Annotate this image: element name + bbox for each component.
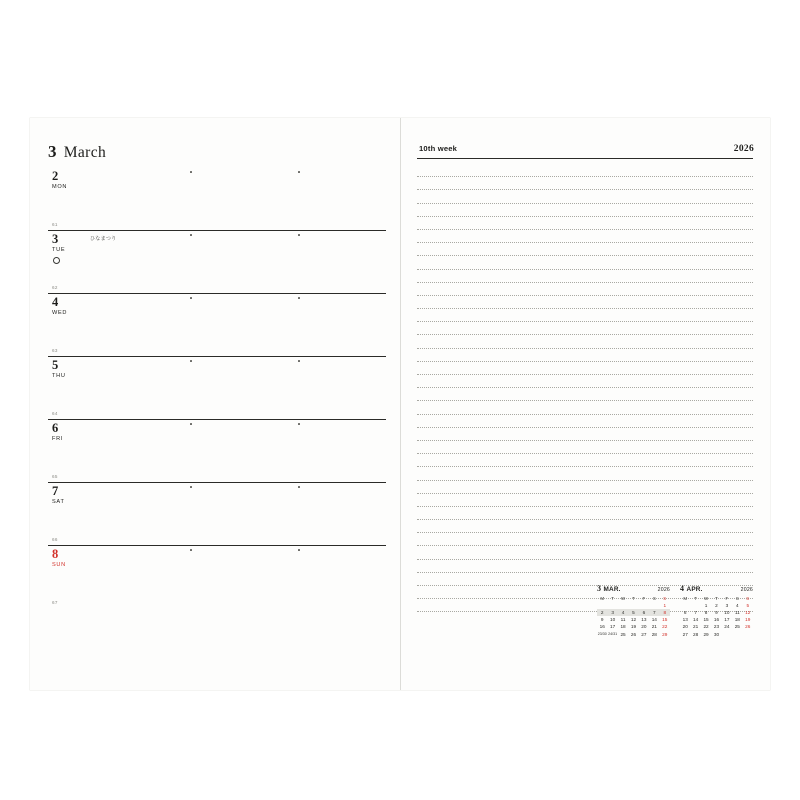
mini-calendar-header — [680, 584, 753, 593]
time-tick-dot — [190, 234, 192, 236]
mini-day-cell[interactable]: 24/31 — [608, 631, 618, 636]
day-row[interactable] — [48, 483, 386, 546]
mini-week-row — [680, 609, 753, 616]
note-line[interactable] — [417, 256, 753, 269]
day-number: 8 — [52, 547, 59, 561]
day-row[interactable] — [48, 231, 386, 294]
mini-calendar-title — [680, 584, 703, 593]
year-label: 2026 — [733, 144, 754, 154]
mini-day-cell[interactable] — [690, 602, 700, 609]
day-number: 2 — [52, 169, 59, 183]
month-name: March — [63, 144, 107, 161]
note-line[interactable] — [417, 454, 753, 467]
mini-day-cell[interactable]: 29 — [662, 631, 668, 637]
mini-day-cell[interactable]: 27 — [682, 631, 688, 637]
day-of-year-index: 61 — [52, 222, 58, 227]
mini-day-cell[interactable]: 6 — [683, 609, 687, 615]
mini-day-cell[interactable]: 25 — [620, 631, 626, 637]
note-line[interactable] — [417, 230, 753, 243]
mini-day-cell[interactable]: 18 — [620, 624, 626, 630]
day-of-year-index: 63 — [52, 348, 58, 353]
mini-day-cell[interactable]: 3 — [607, 609, 617, 616]
mini-day-cell[interactable]: 14 — [651, 617, 657, 623]
mini-day-cell[interactable]: 16 — [599, 624, 605, 630]
mini-weekday-header: W — [703, 595, 709, 601]
time-tick-dot — [298, 297, 300, 299]
mini-calendar-grid — [680, 595, 753, 638]
mini-day-cell[interactable] — [628, 602, 638, 609]
mini-day-cell[interactable]: 7 — [694, 609, 697, 615]
note-line[interactable] — [417, 322, 753, 335]
note-line[interactable] — [417, 177, 753, 190]
mini-week-row — [680, 616, 753, 623]
note-line[interactable] — [417, 560, 753, 573]
mini-day-cell[interactable] — [618, 602, 628, 609]
mini-day-cell[interactable]: 17 — [724, 617, 730, 623]
mini-day-cell[interactable] — [639, 602, 649, 609]
time-tick-dot — [190, 297, 192, 299]
time-tick-dot — [298, 423, 300, 425]
mini-calendar-year: 2026 — [740, 587, 753, 593]
note-line[interactable] — [417, 296, 753, 309]
header-rule — [417, 158, 753, 159]
mini-day-cell[interactable]: 22 — [703, 624, 709, 630]
note-line[interactable] — [417, 533, 753, 546]
mini-week-row — [680, 631, 753, 638]
time-tick-dot — [190, 486, 192, 488]
day-of-year-index: 62 — [52, 285, 58, 290]
note-line[interactable] — [417, 441, 753, 454]
right-page — [401, 118, 770, 690]
day-rows-list — [48, 168, 386, 608]
day-number: 7 — [52, 484, 59, 498]
mini-day-cell[interactable]: 19 — [630, 624, 637, 630]
mini-month-number: 3 — [597, 584, 601, 593]
day-of-year-index: 65 — [52, 474, 58, 479]
mini-day-cell[interactable]: 5 — [628, 609, 638, 616]
day-row[interactable] — [48, 294, 386, 357]
note-line[interactable] — [417, 415, 753, 428]
mini-day-cell[interactable]: 12 — [745, 609, 751, 615]
mini-day-cell[interactable]: 9 — [715, 609, 718, 615]
note-line[interactable] — [417, 190, 753, 203]
note-line[interactable] — [417, 507, 753, 520]
mini-week-row — [597, 631, 670, 638]
ruled-note-area — [417, 164, 753, 612]
mini-week-row — [680, 623, 753, 630]
day-row[interactable] — [48, 546, 386, 608]
mini-weekday-header: S — [663, 595, 667, 601]
mini-day-cell[interactable]: 27 — [641, 631, 647, 637]
mini-day-cell[interactable]: 28 — [693, 631, 699, 637]
mini-day-cell[interactable]: 24 — [724, 624, 730, 630]
time-tick-dot — [298, 234, 300, 236]
mini-weekday-header: M — [683, 595, 688, 601]
mini-week-row — [597, 623, 670, 630]
time-tick-dot — [190, 171, 192, 173]
time-tick-dot — [190, 423, 192, 425]
note-line[interactable] — [417, 283, 753, 296]
note-line[interactable] — [417, 349, 753, 362]
mini-day-cell[interactable]: 22 — [662, 624, 668, 630]
mini-day-cell[interactable]: 12 — [630, 617, 637, 623]
time-tick-dot — [298, 549, 300, 551]
mini-day-cell[interactable]: 20 — [641, 624, 647, 630]
month-number: 3 — [48, 142, 57, 161]
mini-day-cell[interactable]: 16 — [713, 617, 720, 623]
mini-day-cell[interactable]: 21 — [651, 624, 657, 630]
mini-weekday-header: F — [642, 595, 646, 601]
day-number: 5 — [52, 358, 59, 372]
mini-day-cell[interactable]: 30 — [713, 631, 720, 637]
month-heading — [48, 142, 106, 162]
day-weekday: THU — [52, 373, 66, 379]
note-line[interactable] — [417, 467, 753, 480]
mini-day-cell[interactable]: 4 — [618, 609, 628, 616]
note-line[interactable] — [417, 243, 753, 256]
mini-calendar — [680, 584, 753, 638]
mini-day-cell[interactable]: 6 — [639, 609, 649, 616]
day-weekday: SUN — [52, 562, 66, 568]
mini-day-cell[interactable]: 11 — [734, 609, 740, 615]
mini-calendar-header — [597, 584, 670, 593]
note-line[interactable] — [417, 546, 753, 559]
planner-spread — [30, 118, 770, 690]
left-page — [30, 118, 400, 690]
note-line[interactable] — [417, 520, 753, 533]
mini-day-cell[interactable]: 23 — [713, 624, 720, 630]
mini-calendars — [597, 584, 753, 638]
mini-day-cell[interactable]: 8 — [660, 609, 670, 616]
mini-day-cell[interactable] — [597, 602, 607, 609]
time-tick-dot — [298, 486, 300, 488]
mini-day-cell[interactable]: 21 — [693, 624, 699, 630]
mini-weekday-header: T — [715, 595, 718, 601]
mini-month-name: MAR. — [603, 586, 621, 593]
mini-day-cell[interactable]: 15 — [703, 617, 709, 623]
day-of-year-index: 67 — [52, 600, 58, 605]
day-of-year-index: 64 — [52, 411, 58, 416]
mini-weekday-header: T — [611, 595, 614, 601]
day-weekday: MON — [52, 184, 68, 190]
time-tick-dot — [190, 360, 192, 362]
mini-month-number: 4 — [680, 584, 684, 593]
mini-week-row — [597, 609, 670, 616]
time-tick-dot — [190, 549, 192, 551]
mini-day-cell[interactable]: 10 — [610, 617, 616, 623]
time-tick-dot — [298, 360, 300, 362]
mini-month-name: APR. — [686, 586, 703, 593]
mini-day-cell[interactable]: 5 — [746, 602, 750, 608]
note-line[interactable] — [417, 494, 753, 507]
new-moon-icon — [53, 257, 60, 264]
mini-day-cell[interactable]: 7 — [649, 609, 659, 616]
mini-day-cell[interactable]: 20 — [682, 624, 688, 630]
day-number: 6 — [52, 421, 59, 435]
mini-calendar — [597, 584, 670, 638]
mini-day-cell[interactable]: 15 — [662, 617, 668, 623]
week-label: 10th week — [419, 144, 458, 153]
mini-day-cell[interactable]: 17 — [610, 624, 616, 630]
mini-day-cell[interactable] — [743, 631, 753, 638]
mini-calendar-title — [597, 584, 621, 593]
note-line[interactable] — [417, 309, 753, 322]
note-line[interactable] — [417, 164, 753, 177]
note-line[interactable] — [417, 481, 753, 494]
mini-day-cell[interactable]: 26 — [745, 624, 751, 630]
day-weekday: WED — [52, 310, 68, 316]
mini-day-cell[interactable]: 11 — [620, 617, 626, 623]
mini-day-cell[interactable]: 2 — [715, 602, 718, 608]
day-weekday: TUE — [52, 247, 66, 253]
day-row[interactable] — [48, 420, 386, 483]
mini-week-row — [597, 602, 670, 609]
mini-day-cell[interactable]: 8 — [704, 609, 708, 615]
note-line[interactable] — [417, 362, 753, 375]
note-line[interactable] — [417, 335, 753, 348]
mini-day-cell[interactable]: 10 — [724, 609, 730, 615]
day-weekday: FRI — [52, 436, 64, 442]
mini-day-cell[interactable]: 9 — [600, 617, 604, 623]
mini-weekday-header: W — [620, 595, 626, 601]
mini-weekday-header: F — [725, 595, 729, 601]
mini-day-cell[interactable] — [607, 602, 617, 609]
right-page-header — [419, 144, 754, 154]
mini-day-cell[interactable]: 19 — [745, 617, 751, 623]
mini-week-row — [597, 616, 670, 623]
mini-day-cell[interactable]: 25 — [734, 624, 740, 630]
mini-day-cell[interactable] — [680, 602, 690, 609]
mini-day-cell[interactable]: 18 — [734, 617, 740, 623]
mini-day-cell[interactable]: 29 — [703, 631, 709, 637]
mini-weekday-header: S — [746, 595, 750, 601]
mini-day-cell[interactable] — [722, 631, 732, 638]
mini-weekday-header: T — [694, 595, 697, 601]
mini-weekday-header: S — [652, 595, 656, 601]
mini-calendar-grid — [597, 595, 670, 638]
note-line[interactable] — [417, 428, 753, 441]
note-line[interactable] — [417, 217, 753, 230]
mini-day-cell[interactable]: 14 — [693, 617, 699, 623]
mini-calendar-year: 2026 — [657, 587, 670, 593]
mini-weekday-header: M — [600, 595, 605, 601]
note-line[interactable] — [417, 204, 753, 217]
mini-day-cell[interactable]: 1 — [704, 602, 708, 608]
note-line[interactable] — [417, 401, 753, 414]
mini-day-cell[interactable]: 26 — [630, 631, 637, 637]
note-line[interactable] — [417, 270, 753, 283]
mini-day-cell[interactable] — [649, 602, 659, 609]
time-tick-dot — [298, 171, 300, 173]
day-row[interactable] — [48, 168, 386, 231]
mini-weekday-header: T — [632, 595, 635, 601]
day-row[interactable] — [48, 357, 386, 420]
day-number: 4 — [52, 295, 59, 309]
day-number: 3 — [52, 232, 59, 246]
mini-week-row — [680, 602, 753, 609]
mini-day-cell[interactable]: 28 — [651, 631, 657, 637]
note-line[interactable] — [417, 375, 753, 388]
mini-day-cell[interactable]: 3 — [725, 602, 729, 608]
note-line[interactable] — [417, 388, 753, 401]
mini-day-cell[interactable] — [732, 631, 742, 638]
mini-day-cell[interactable]: 13 — [682, 617, 688, 623]
mini-weekday-header: S — [735, 595, 739, 601]
mini-day-cell[interactable]: 13 — [641, 617, 647, 623]
mini-day-cell[interactable]: 1 — [663, 602, 667, 608]
day-holiday-note: ひなまつり — [90, 236, 117, 242]
mini-day-cell[interactable]: 2 — [597, 609, 607, 616]
mini-day-cell[interactable]: 4 — [736, 602, 739, 608]
day-weekday: SAT — [52, 499, 65, 505]
mini-day-cell[interactable]: 23/30 — [597, 631, 607, 636]
day-of-year-index: 66 — [52, 537, 58, 542]
